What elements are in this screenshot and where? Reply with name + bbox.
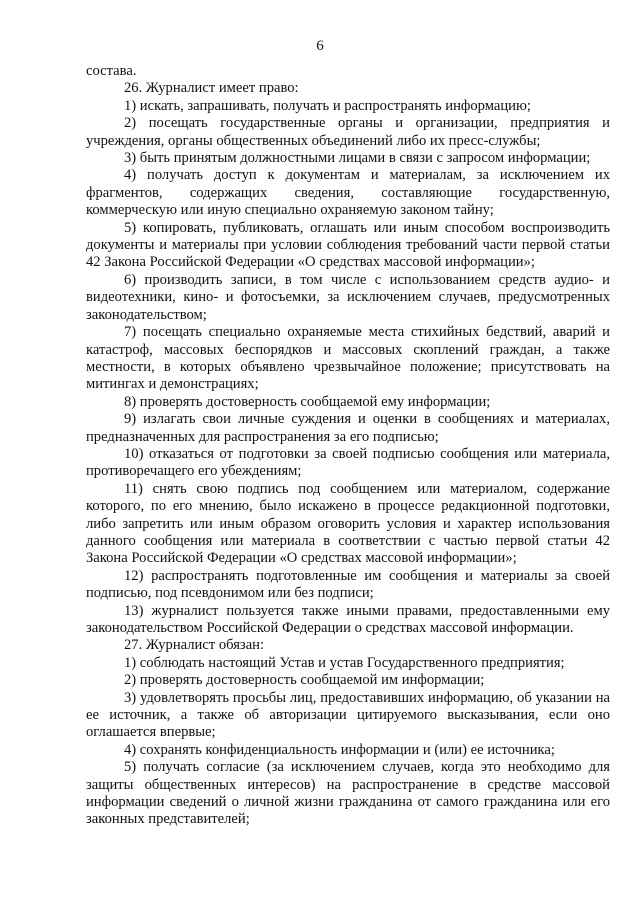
clause-26-item-1: 1) искать, запрашивать, получать и распространять информацию; <box>124 97 531 114</box>
clause-26-item-6: 6) производить записи, в том числе с использованием средств аудио- и видеотехники, кино- и фотосъемки, за исключением случаев, предусмотренных законодательством; <box>86 271 610 323</box>
clause-26-item-4: 4) получать доступ к документам и материалам, за исключением их фрагментов, содержащих сведения, составляющие государственную, коммерческую или иную специально охраняемую законом тайну; <box>86 167 610 219</box>
clause-26-item-10: 10) отказаться от подготовки за своей подписью сообщения или материала, противоречащего его убеждениям; <box>86 445 610 480</box>
document-body <box>86 63 610 829</box>
clause-26-item-8: 8) проверять достоверность сообщаемой ему информации; <box>124 393 491 410</box>
clause-26-item-5: 5) копировать, публиковать, оглашать или иным способом воспроизводить документы и материалы при условии соблюдения требований части первой статьи 42 Закона Российской Федерации «О средствах массовой информации»; <box>86 219 610 271</box>
clause-27-item-3: 3) удовлетворять просьбы лиц, предоставивших информацию, об указании на ее источник, а также об авторизации цитируемого высказывания, если оно оглашается впервые; <box>86 689 610 741</box>
clause-26-heading: 26. Журналист имеет право: <box>124 80 299 97</box>
page-number: 6 <box>316 38 324 54</box>
clause-27-heading: 27. Журналист обязан: <box>124 637 265 654</box>
clause-26-item-3: 3) быть принятым должностными лицами в связи с запросом информации; <box>124 150 591 167</box>
clause-26-item-2: 2) посещать государственные органы и организации, предприятия и учреждения, органы общественных объединений либо их пресс-службы; <box>86 115 610 149</box>
clause-27-item-1: 1) соблюдать настоящий Устав и устав Государственного предприятия; <box>124 654 565 671</box>
clause-27-item-4: 4) сохранять конфиденциальность информации и (или) ее источника; <box>124 741 555 758</box>
clause-26-item-13: 13) журналист пользуется также иными правами, предоставленными ему законодательством Российской Федерации о средствах массовой информации. <box>86 602 610 636</box>
clause-26-item-9: 9) излагать свои личные суждения и оценки в сообщениях и материалах, предназначенных для распространения за его подписью; <box>86 411 610 445</box>
clause-26-item-7: 7) посещать специально охраняемые места стихийных бедствий, аварий и катастроф, массовых беспорядков и массовых скоплений граждан, а также местности, в которых объявлено чрезвычайное положение; присутствовать на митингах и демонстрациях; <box>86 324 610 393</box>
clause-26-item-12: 12) распространять подготовленные им сообщения и материалы за своей подписью, под псевдонимом или без подписи; <box>86 567 610 602</box>
clause-26-item-11: 11) снять свою подпись под сообщением или материалом, содержание которого, по его мнению, было искажено в процессе редакционной подготовки, либо запретить или иным образом оговорить условия и характер использования данного сообщения или материала в соответствии с частью первой статьи 42 Закона Российской Федерации «О средствах массовой информации»; <box>86 480 610 567</box>
clause-27-item-5: 5) получать согласие (за исключением случаев, когда это необходимо для защиты общественных интересов) на распространение в средстве массовой информации сведений о личной жизни гражданина от самого гражданина или его законных представителей; <box>86 759 610 828</box>
paragraph-continuation: состава. <box>86 63 137 79</box>
clause-27-item-2: 2) проверять достоверность сообщаемой им информации; <box>124 672 485 689</box>
